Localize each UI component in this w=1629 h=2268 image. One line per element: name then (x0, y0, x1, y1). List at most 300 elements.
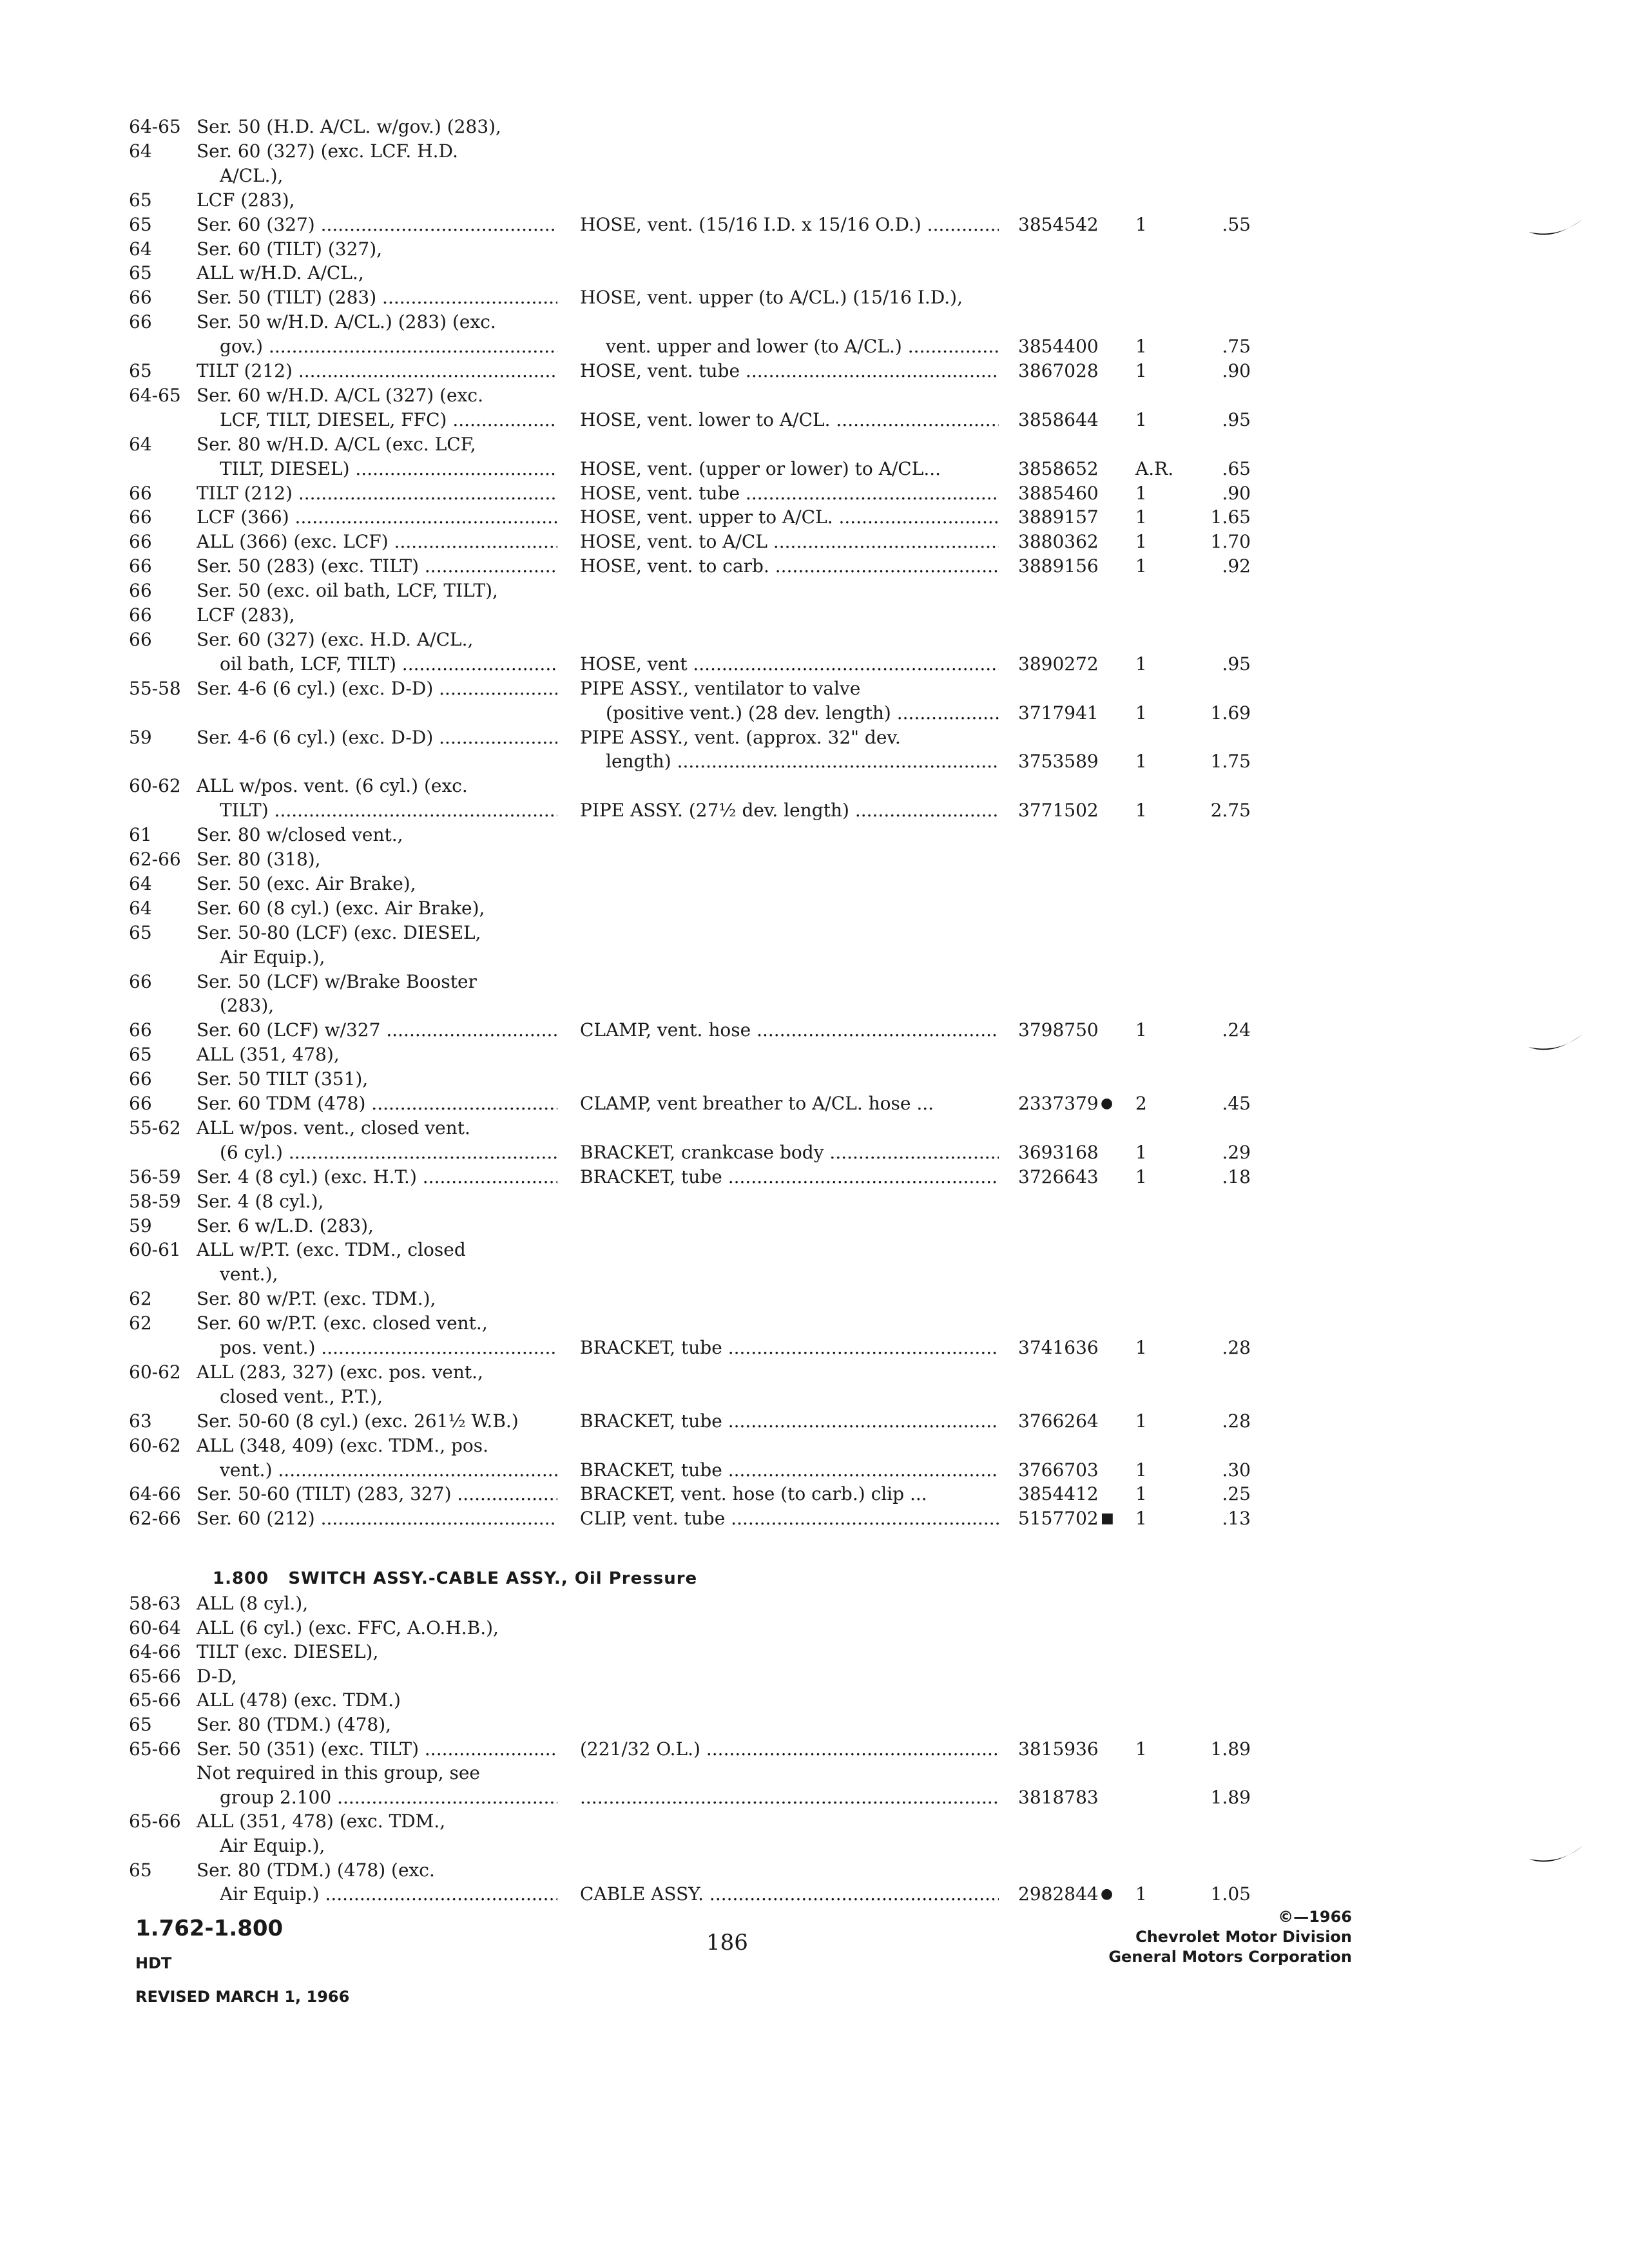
table-row (0, 1116, 1629, 1140)
application: group 2.100 ..... (220, 1787, 557, 1808)
year-range: 60-61 (129, 1239, 181, 1261)
application: A/CL.), (220, 164, 284, 186)
part-description-cell (580, 1336, 999, 1360)
table-row (0, 1067, 1629, 1091)
application: Ser. 80 w/closed vent., (197, 824, 403, 846)
price: .90 (1222, 360, 1251, 381)
part-description-cell (580, 1737, 999, 1762)
part-number: 3885460 (1018, 482, 1099, 504)
part-description: (221/32 O.L.) ..... (580, 1738, 999, 1760)
year-range: 65 (129, 1859, 152, 1881)
application: vent.), (220, 1264, 278, 1285)
part-description-cell (580, 1018, 999, 1043)
application: oil bath, LCF, TILT) ..... (220, 653, 557, 675)
part-description-cell (580, 1506, 999, 1531)
year-range: 65 (129, 213, 152, 235)
price: 1.05 (1210, 1883, 1251, 1905)
table-row (0, 115, 1629, 139)
quantity: 1 (1135, 1459, 1147, 1481)
application: ALL (283, 327) (exc. pos. vent., (197, 1361, 483, 1383)
part-description: HOSE, vent. tube ..... (580, 360, 999, 381)
table-row (0, 1262, 1629, 1287)
application-cell (197, 1482, 557, 1506)
application: Ser. 60 (212) ..... (197, 1508, 557, 1529)
part-description: CABLE ASSY. ..... (580, 1883, 999, 1905)
price: 1.75 (1210, 751, 1251, 773)
application: Ser. 50 TILT (351), (197, 1068, 369, 1090)
quantity: 1 (1135, 800, 1147, 822)
application: Air Equip.) ..... (220, 1883, 557, 1905)
application: ALL (351, 478), (197, 1044, 340, 1066)
price: .75 (1222, 336, 1251, 358)
year-range: 66 (129, 1019, 152, 1041)
application-cell (220, 1458, 557, 1483)
year-range: 64 (129, 140, 152, 162)
part-number: 5157702 (1018, 1508, 1099, 1530)
table-row (0, 970, 1629, 994)
table-row (0, 213, 1629, 237)
quantity: 1 (1135, 1141, 1147, 1163)
application: ALL w/P.T. (exc. TDM., closed (197, 1239, 466, 1261)
year-range: 66 (129, 970, 152, 992)
quantity: 2 (1135, 1093, 1147, 1114)
part-description-cell (580, 530, 999, 554)
price: 1.70 (1210, 531, 1251, 553)
table-row (0, 896, 1629, 921)
application: Ser. 60 w/H.D. A/CL (327) (exc. (197, 384, 483, 406)
application: ALL w/H.D. A/CL., (197, 262, 364, 284)
table-row (0, 554, 1629, 579)
year-range: 64 (129, 897, 152, 919)
application-cell (197, 481, 557, 506)
quantity: 1 (1135, 653, 1147, 675)
table-row (0, 310, 1629, 334)
table-row (0, 945, 1629, 970)
application: Ser. 50 (exc. Air Brake), (197, 872, 416, 894)
binding-mark-icon (1527, 1840, 1585, 1872)
application-cell (197, 359, 557, 383)
table-row (0, 1761, 1629, 1785)
table-row (0, 1482, 1629, 1506)
table-row (0, 994, 1629, 1018)
part-description-cell (580, 1165, 999, 1189)
year-range: 64 (129, 872, 152, 894)
application: Ser. 4-6 (6 cyl.) (exc. D-D) ..... (197, 727, 557, 748)
table-row (0, 1591, 1629, 1616)
part-number: 3867028 (1018, 360, 1099, 381)
part-description-cell (580, 798, 999, 823)
quantity: 1 (1135, 1410, 1147, 1432)
application: Ser. 50 (H.D. A/CL. w/gov.) (283), (197, 116, 501, 137)
part-description: HOSE, vent. (upper or lower) to A/CL... (580, 457, 941, 479)
application-cell (197, 1091, 557, 1116)
price: .13 (1222, 1508, 1251, 1530)
application: TILT, DIESEL) ..... (220, 458, 557, 479)
year-range: 65-66 (129, 1811, 181, 1832)
year-range: 61 (129, 824, 152, 846)
table-row (0, 457, 1629, 481)
application-cell (220, 1336, 557, 1360)
application: Ser. 60 (TILT) (327), (197, 238, 383, 260)
application-cell (197, 1737, 557, 1762)
year-range: 64-66 (129, 1641, 181, 1663)
part-description: CLIP, vent. tube ..... (580, 1508, 999, 1529)
application: Ser. 50 (LCF) w/Brake Booster (197, 970, 477, 992)
application: LCF (283), (197, 604, 295, 626)
quantity: 1 (1135, 751, 1147, 773)
part-description: HOSE, vent. upper to A/CL. ..... (580, 506, 999, 528)
quantity: 1 (1135, 702, 1147, 724)
application: Ser. 50 (351) (exc. TILT) ..... (197, 1738, 557, 1760)
price: .95 (1222, 653, 1251, 675)
table-row (0, 628, 1629, 652)
part-description-cell (580, 505, 999, 530)
application-cell (220, 408, 557, 432)
part-description: vent. upper and lower (to A/CL.) ..... (606, 336, 999, 357)
application: (6 cyl.) ..... (220, 1142, 557, 1163)
table-row (0, 1043, 1629, 1067)
table-row (0, 334, 1629, 359)
application: TILT) ..... (220, 800, 557, 821)
application: LCF, TILT, DIESEL, FFC) ..... (220, 409, 557, 430)
year-range: 66 (129, 506, 152, 528)
table-row (0, 1238, 1629, 1262)
application-cell (220, 798, 557, 823)
table-row (0, 1409, 1629, 1434)
year-range: 65 (129, 1044, 152, 1066)
part-number: 3890272 (1018, 653, 1099, 675)
table-row (0, 579, 1629, 603)
table-row (0, 1165, 1629, 1189)
price: 1.65 (1210, 506, 1251, 528)
application-cell (220, 334, 557, 359)
table-row (0, 1091, 1629, 1116)
part-description: HOSE, vent. lower to A/CL. ..... (580, 409, 999, 430)
application: TILT (212) ..... (197, 483, 557, 504)
quantity: 1 (1135, 531, 1147, 553)
application-cell (197, 213, 557, 237)
year-range: 65 (129, 262, 152, 284)
price: .92 (1222, 555, 1251, 577)
application-cell (197, 285, 557, 310)
group-number: 1.800 (213, 1569, 269, 1588)
table-row (0, 921, 1629, 945)
part-description: CLAMP, vent. hose ..... (580, 1019, 999, 1041)
table-row (0, 1858, 1629, 1883)
year-range: 65 (129, 921, 152, 943)
table-row (0, 1214, 1629, 1238)
part-number: 3766264 (1018, 1410, 1099, 1432)
part-description-cell (606, 701, 999, 726)
quantity: 1 (1135, 1508, 1147, 1530)
table-row (0, 1882, 1629, 1907)
quantity: 1 (1135, 408, 1147, 430)
year-range: 60-62 (129, 1434, 181, 1456)
year-range: 64-65 (129, 384, 181, 406)
table-row (0, 285, 1629, 310)
year-range: 55-58 (129, 677, 181, 699)
part-description: CLAMP, vent breather to A/CL. hose ... (580, 1093, 934, 1114)
part-number: 3815936 (1018, 1738, 1099, 1760)
year-range: 60-62 (129, 775, 181, 797)
price: 1.89 (1210, 1738, 1251, 1760)
application-cell (197, 1165, 557, 1189)
year-range: 66 (129, 628, 152, 650)
year-range: 55-62 (129, 1117, 181, 1139)
group-subtitle: Oil Pressure (574, 1569, 698, 1588)
part-number: 3753589 (1018, 751, 1099, 773)
table-row (0, 1458, 1629, 1483)
part-description-cell (580, 359, 999, 383)
part-description-cell (580, 1458, 999, 1483)
application: Ser. 80 w/P.T. (exc. TDM.), (197, 1288, 436, 1310)
part-description: HOSE, vent. to carb. ..... (580, 555, 999, 577)
quantity: 1 (1135, 1738, 1147, 1760)
table-row (0, 726, 1629, 750)
application-cell (197, 1506, 557, 1531)
application: Ser. 50 (exc. oil bath, LCF, TILT), (197, 580, 498, 602)
binding-mark-icon (1527, 213, 1585, 245)
application: Air Equip.), (220, 1835, 325, 1856)
part-description: HOSE, vent. tube ..... (580, 483, 999, 504)
part-description-cell (580, 554, 999, 579)
year-range: 62-66 (129, 849, 181, 870)
table-row (0, 481, 1629, 506)
part-number: 3889157 (1018, 506, 1099, 528)
application-cell (197, 677, 557, 701)
application-cell (197, 505, 557, 530)
year-range: 66 (129, 482, 152, 504)
table-row (0, 1506, 1629, 1531)
application: Ser. 60 (327) ..... (197, 214, 557, 235)
part-flag-icon: ■ (1101, 1510, 1114, 1527)
price: .24 (1222, 1019, 1251, 1041)
part-description: BRACKET, vent. hose (to carb.) clip ... (580, 1483, 927, 1505)
year-range: 64-65 (129, 116, 181, 137)
application: LCF (366) ..... (197, 506, 557, 528)
table-row (0, 1189, 1629, 1214)
page-number: 186 (706, 1930, 748, 1956)
part-description-cell (580, 408, 999, 432)
price: 1.69 (1210, 702, 1251, 724)
table-row (0, 1785, 1629, 1810)
application: ALL w/pos. vent. (6 cyl.) (exc. (197, 775, 468, 797)
part-description: HOSE, vent. to A/CL ..... (580, 531, 999, 552)
application-cell (220, 1882, 557, 1907)
application: Air Equip.), (220, 946, 325, 968)
price: .25 (1222, 1483, 1251, 1505)
part-number: 3854542 (1018, 213, 1099, 235)
group-title: SWITCH ASSY.-CABLE ASSY., (288, 1569, 568, 1588)
year-range: 56-59 (129, 1166, 181, 1187)
part-description (580, 1787, 999, 1808)
table-row (0, 603, 1629, 628)
part-number: 2337379 (1018, 1093, 1099, 1114)
application: Ser. 60 (327) (exc. H.D. A/CL., (197, 628, 474, 650)
year-range: 62 (129, 1288, 152, 1310)
table-row (0, 872, 1629, 896)
year-range: 66 (129, 311, 152, 333)
part-description: PIPE ASSY. (27½ dev. length) ..... (580, 800, 999, 821)
table-row (0, 1311, 1629, 1336)
application: ALL (6 cyl.) (exc. FFC, A.O.H.B.), (197, 1617, 499, 1639)
table-row (0, 798, 1629, 823)
quantity: 1 (1135, 1883, 1147, 1905)
table-row (0, 774, 1629, 798)
price: .29 (1222, 1141, 1251, 1163)
table-row (0, 1385, 1629, 1409)
price: .28 (1222, 1410, 1251, 1432)
price: .30 (1222, 1459, 1251, 1481)
part-description: PIPE ASSY., vent. (approx. 32" dev. (580, 726, 901, 748)
price: 2.75 (1210, 800, 1251, 822)
part-description-cell (580, 1785, 999, 1810)
price: .45 (1222, 1093, 1251, 1114)
application: Ser. 60 (327) (exc. LCF. H.D. (197, 140, 458, 162)
application-cell (197, 726, 557, 750)
part-description: HOSE, vent. (15/16 I.D. x 15/16 O.D.) ..... (580, 214, 999, 235)
table-row (0, 1809, 1629, 1834)
year-range: 58-59 (129, 1190, 181, 1212)
application: ALL (351, 478) (exc. TDM., (197, 1811, 446, 1832)
part-description: BRACKET, tube ..... (580, 1410, 999, 1432)
application: Ser. 60 w/P.T. (exc. closed vent., (197, 1312, 488, 1334)
year-range: 62 (129, 1312, 152, 1334)
application: (283), (220, 995, 275, 1017)
application: D-D, (197, 1665, 237, 1687)
application: Ser. 50-60 (8 cyl.) (exc. 261½ W.B.) (197, 1410, 519, 1432)
table-row (0, 1713, 1629, 1737)
year-range: 66 (129, 1068, 152, 1090)
section-range: 1.762-1.800 (135, 1916, 284, 1941)
part-flag-icon: ● (1101, 1886, 1113, 1903)
table-row (0, 1664, 1629, 1689)
table-row (0, 261, 1629, 285)
price: 1.89 (1210, 1786, 1251, 1808)
part-flag-icon: ● (1101, 1095, 1113, 1111)
part-description: HOSE, vent ..... (580, 653, 999, 675)
table-row (0, 823, 1629, 847)
binding-mark-icon (1527, 1028, 1585, 1060)
price: .55 (1222, 213, 1251, 235)
part-description: BRACKET, tube ..... (580, 1459, 999, 1481)
year-range: 66 (129, 555, 152, 577)
corporation: General Motors Corporation (1108, 1948, 1352, 1966)
quantity: A.R. (1135, 457, 1174, 479)
application: vent.) ..... (220, 1459, 557, 1481)
part-description: length) ..... (606, 751, 999, 772)
table-row (0, 1360, 1629, 1385)
copyright: ©—1966 (1278, 1908, 1352, 1926)
part-number: 3818783 (1018, 1786, 1099, 1808)
part-description: HOSE, vent. upper (to A/CL.) (15/16 I.D.), (580, 287, 963, 309)
year-range: 59 (129, 726, 152, 748)
division: Chevrolet Motor Division (1135, 1928, 1352, 1946)
table-row (0, 359, 1629, 383)
table-row (0, 847, 1629, 872)
year-range: 60-62 (129, 1361, 181, 1383)
part-description-cell (580, 213, 999, 237)
year-range: 66 (129, 531, 152, 553)
application: gov.) ..... (220, 336, 557, 357)
application-cell (220, 1140, 557, 1165)
application-cell (220, 652, 557, 677)
application: Ser. 80 (TDM.) (478), (197, 1714, 392, 1735)
price: .28 (1222, 1337, 1251, 1358)
part-description: PIPE ASSY., ventilator to valve (580, 677, 861, 699)
part-description-cell (580, 1882, 999, 1907)
revision-date: REVISED MARCH 1, 1966 (135, 1988, 350, 2006)
group-heading (213, 1569, 697, 1588)
table-row (0, 530, 1629, 554)
year-range: 66 (129, 287, 152, 309)
table-row (0, 164, 1629, 188)
application: Ser. 6 w/L.D. (283), (197, 1215, 374, 1236)
application: pos. vent.) ..... (220, 1337, 557, 1358)
price: .65 (1222, 457, 1251, 479)
table-row (0, 749, 1629, 774)
quantity: 1 (1135, 1483, 1147, 1505)
table-row (0, 408, 1629, 432)
table-row (0, 1336, 1629, 1360)
part-description-cell (580, 481, 999, 506)
quantity: 1 (1135, 1019, 1147, 1041)
part-description-cell (580, 1140, 999, 1165)
part-description: BRACKET, tube ..... (580, 1166, 999, 1187)
table-row (0, 1688, 1629, 1713)
quantity: 1 (1135, 482, 1147, 504)
table-row (0, 237, 1629, 262)
quantity: 1 (1135, 360, 1147, 381)
price: .18 (1222, 1166, 1251, 1187)
table-row (0, 652, 1629, 677)
application-cell (220, 1785, 557, 1810)
table-row (0, 1737, 1629, 1762)
application: ALL (348, 409) (exc. TDM., pos. (197, 1434, 489, 1456)
application-cell (197, 554, 557, 579)
year-range: 66 (129, 604, 152, 626)
part-description: BRACKET, crankcase body ..... (580, 1142, 999, 1163)
table-row (0, 1140, 1629, 1165)
application: ALL (478) (exc. TDM.) (197, 1689, 401, 1711)
table-row (0, 1640, 1629, 1664)
table-row (0, 188, 1629, 213)
part-number: 3854412 (1018, 1483, 1099, 1505)
year-range: 65-66 (129, 1665, 181, 1687)
table-row (0, 701, 1629, 726)
table-row (0, 139, 1629, 164)
year-range: 62-66 (129, 1508, 181, 1530)
application: TILT (212) ..... (197, 360, 557, 381)
application: ALL (366) (exc. LCF) ..... (197, 531, 557, 552)
year-range: 65 (129, 360, 152, 381)
part-number: 3693168 (1018, 1141, 1099, 1163)
application: Ser. 80 (318), (197, 849, 321, 870)
table-row (0, 677, 1629, 701)
table-row (0, 1287, 1629, 1311)
table-row (0, 383, 1629, 408)
year-range: 65 (129, 189, 152, 211)
part-description-cell (580, 652, 999, 677)
year-range: 65-66 (129, 1738, 181, 1760)
part-number: 3858644 (1018, 408, 1099, 430)
part-number: 3798750 (1018, 1019, 1099, 1041)
application: Ser. 50 (TILT) (283) ..... (197, 287, 557, 308)
year-range: 64 (129, 238, 152, 260)
quantity: 1 (1135, 1337, 1147, 1358)
year-range: 64-66 (129, 1483, 181, 1505)
application: closed vent., P.T.), (220, 1385, 383, 1407)
